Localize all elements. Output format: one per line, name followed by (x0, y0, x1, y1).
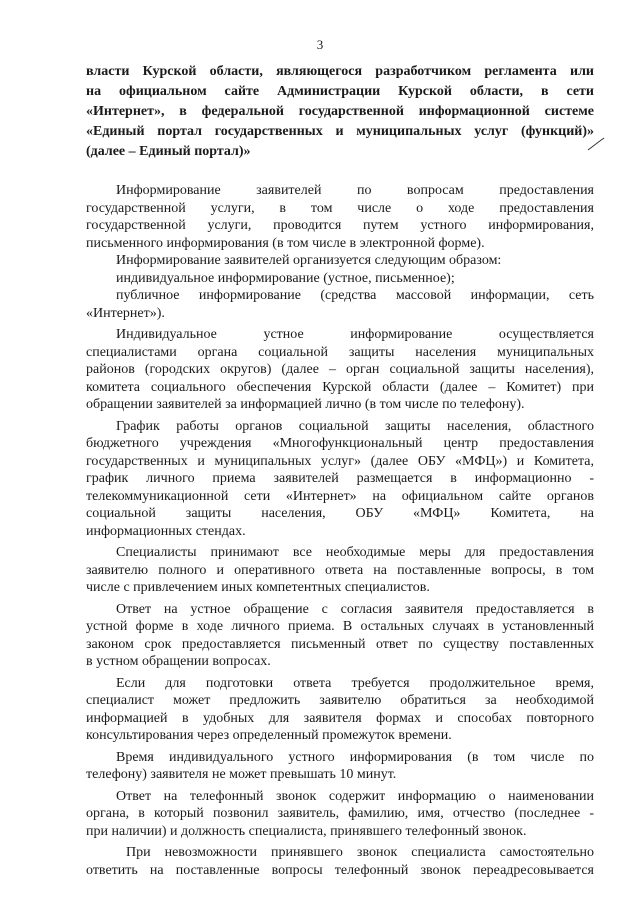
text-line: государственной услуги, проводится путем устного информирования, (86, 218, 594, 233)
text-line: «Интернет»). (86, 305, 165, 321)
text-line: обращении заявителей за информацией лично (в том числе по телефону). (86, 397, 525, 412)
text-line: График работы органов социальной защиты населения, областного (116, 418, 594, 434)
text-line: Если для подготовки ответа требуется продолжительное время, (116, 675, 594, 691)
text-line: информацией в удобных для заявителя формах и способах повторного (86, 710, 594, 726)
heading-line: на официальном сайте Администрации Курской области, в сети (86, 84, 594, 99)
text-line: заявителю полного и оперативного ответа на поставленные вопросы, в том (86, 562, 594, 578)
text-line: телефону) заявителя не может превышать 10 минут. (86, 767, 397, 782)
paragraph (86, 418, 594, 541)
text-line: государственных и муниципальных услуг» (далее ОБУ «МФЦ») и Комитета, (86, 453, 594, 469)
text-line: социальной защиты населения, ОБУ «МФЦ» Комитета, на (86, 506, 594, 521)
paragraph (86, 252, 594, 270)
text-line: бюджетного учреждения «Многофункциональный центр предоставления (86, 436, 594, 451)
text-line: органа, в который позвонил заявитель, фамилию, имя, отчество (последнее - (86, 806, 594, 821)
heading-line: «Интернет», в федеральной государственной информационной системе (86, 104, 594, 119)
text-line: устной форме в ходе личного приема. В остальных случаях в установленный (86, 619, 594, 634)
text-line: Информирование заявителей по вопросам предоставления (116, 183, 594, 198)
text-line: индивидуальное информирование (устное, письменное); (116, 270, 455, 286)
paragraph (86, 326, 594, 414)
paragraph (86, 287, 594, 322)
heading-line: (далее – Единый портал)» (86, 144, 251, 159)
text-line: в устном обращении вопросах. (86, 654, 271, 669)
text-line: Специалисты принимают все необходимые меры для предоставления (116, 545, 594, 560)
bold-heading-block (86, 62, 594, 162)
heading-line: власти Курской области, являющегося разработчиком регламента или (86, 64, 594, 79)
text-line: график личного приема заявителей размещается в информационно - (86, 471, 594, 486)
paragraph (86, 844, 594, 879)
text-line: комитета социального обеспечения Курской области (далее – Комитет) при (86, 379, 594, 395)
text-line: ответить на поставленные вопросы телефонный звонок переадресовывается (86, 862, 594, 878)
text-line: информационных стендах. (86, 523, 246, 539)
text-line: консультирования через определенный промежуток времени. (86, 728, 452, 743)
page-number: 3 (316, 37, 324, 52)
paragraph (86, 749, 594, 784)
text-line: Ответ на устное обращение с согласия заявителя предоставляется в (116, 601, 594, 617)
text-line: при наличии) и должность специалиста, принявшего телефонный звонок. (86, 823, 527, 839)
text-line: районов (городских округов) (далее – орган социальной защиты населения), (86, 362, 594, 377)
handwritten-mark-icon (586, 136, 606, 152)
text-line: государственной услуги, в том числе о ходе предоставления (86, 200, 594, 216)
paragraph (86, 544, 594, 597)
text-line: Ответ на телефонный звонок содержит информацию о наименовании (116, 788, 594, 804)
text-line: специалистами органа социальной защиты населения муниципальных (86, 344, 594, 360)
text-line: телекоммуникационной сети «Интернет» на официальном сайте органов (86, 488, 594, 504)
body-text (86, 182, 594, 879)
paragraph (86, 182, 594, 252)
text-line: Информирование заявителей организуется следующим образом: (116, 253, 502, 268)
paragraph (86, 601, 594, 671)
text-line: специалист может предложить заявителю обратиться за необходимой (86, 693, 594, 708)
paragraph (86, 270, 594, 288)
text-line: Индивидуальное устное информирование осуществляется (116, 327, 594, 342)
text-line: публичное информирование (средства массовой информации, сеть (116, 288, 594, 303)
paragraph (86, 788, 594, 841)
paragraph (86, 675, 594, 745)
text-line: числе с привлечением иных компетентных специалистов. (86, 580, 430, 595)
text-line: Время индивидуального устного информирования (в том числе по (116, 749, 594, 765)
heading-line: «Единый портал государственных и муниципальных услуг (функций)» (86, 124, 594, 139)
text-line: При невозможности принявшего звонок специалиста самостоятельно (126, 845, 594, 860)
text-line: законом срок предоставляется письменный ответ по существу поставленных (86, 636, 594, 652)
text-line: письменного информирования (в том числе в электронной форме). (86, 235, 485, 251)
